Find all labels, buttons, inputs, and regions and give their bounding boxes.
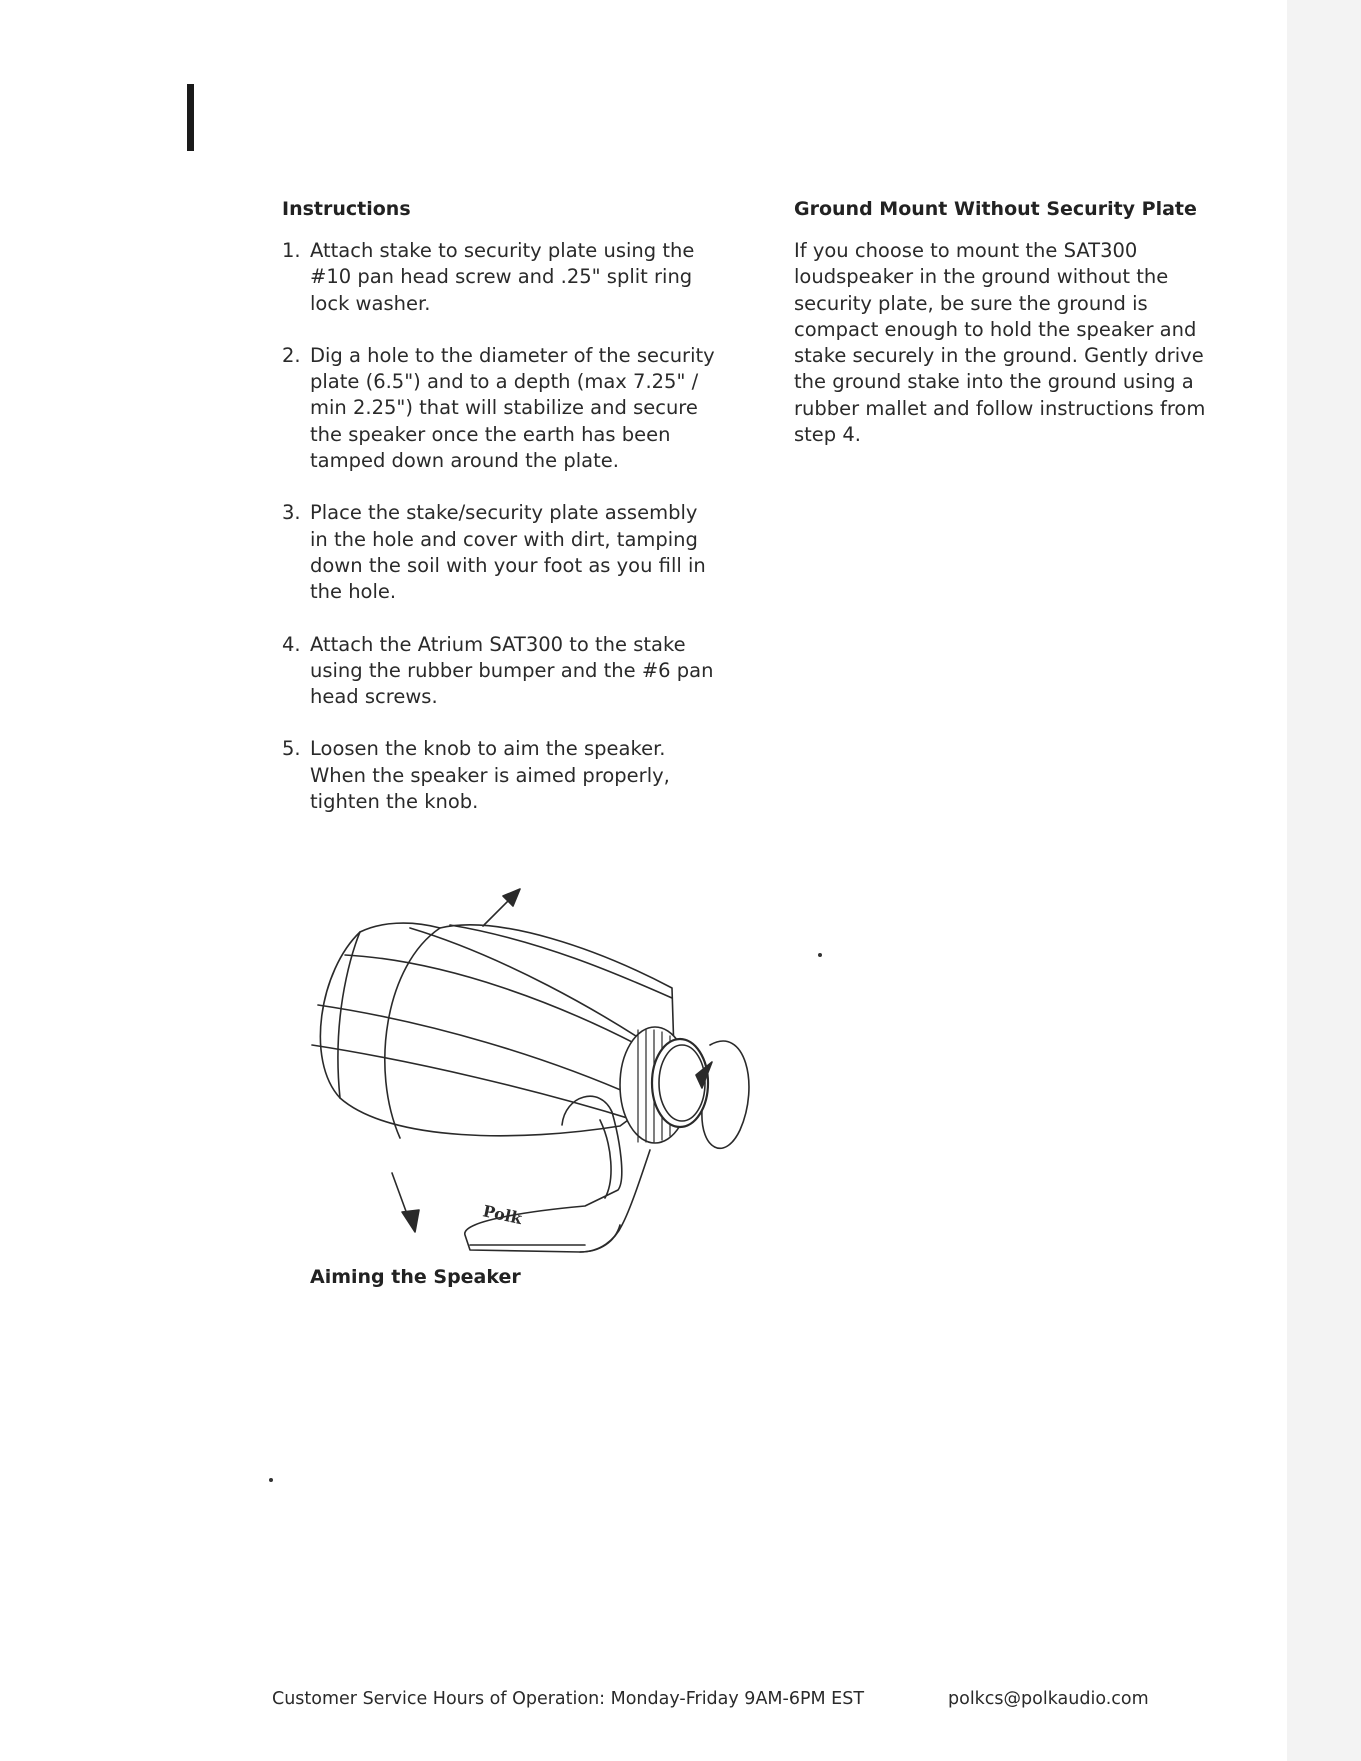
- figure-caption: Aiming the Speaker: [310, 1266, 521, 1288]
- instructions-list: [282, 238, 762, 841]
- down-arrow-icon: [392, 1173, 419, 1232]
- step-text-line: head screws.: [310, 685, 438, 709]
- ground-mount-paragraph: [794, 238, 1264, 448]
- scan-edge-shadow: [1287, 0, 1361, 1761]
- step-text-line: using the rubber bumper and the #6 pan: [310, 658, 714, 682]
- speaker-aiming-illustration: [300, 880, 760, 1260]
- step-text-line: tighten the knob.: [310, 790, 479, 814]
- step-text-line: Dig a hole to the diameter of the security: [310, 343, 715, 367]
- paragraph-line: rubber mallet and follow instructions from: [794, 396, 1206, 420]
- paragraph-line: the ground stake into the ground using a: [794, 370, 1194, 394]
- step-text-line: Attach stake to security plate using the: [310, 239, 695, 262]
- knob: [620, 1027, 708, 1143]
- instruction-step: [282, 632, 762, 711]
- step-number: 1.: [282, 239, 301, 262]
- instruction-step: [282, 736, 762, 815]
- paragraph-line: security plate, be sure the ground is: [794, 291, 1148, 315]
- mounting-bracket: [465, 1096, 650, 1252]
- polk-logo: Polk: [481, 1201, 524, 1229]
- paragraph-line: If you choose to mount the SAT300: [794, 239, 1138, 262]
- instruction-step: [282, 238, 762, 317]
- step-number: 3.: [282, 501, 301, 525]
- instruction-step: [282, 343, 762, 474]
- step-text-line: Place the stake/security plate assembly: [310, 501, 698, 525]
- paragraph-line: step 4.: [794, 423, 861, 447]
- paragraph-line: compact enough to hold the speaker and: [794, 317, 1197, 341]
- step-number: 5.: [282, 737, 301, 761]
- margin-mark: [187, 84, 194, 151]
- step-text-line: down the soil with your foot as you fill in: [310, 553, 706, 577]
- step-text-line: tamped down around the plate.: [310, 449, 619, 473]
- step-text-line: plate (6.5") and to a depth (max 7.25" /: [310, 370, 699, 394]
- up-arrow-icon: [483, 889, 520, 926]
- step-text-line: Loosen the knob to aim the speaker.: [310, 737, 666, 761]
- paragraph-line: stake securely in the ground. Gently drive: [794, 344, 1204, 368]
- step-text-line: in the hole and cover with dirt, tamping: [310, 527, 698, 551]
- step-number: 2.: [282, 343, 301, 367]
- step-number: 4.: [282, 632, 301, 656]
- step-text-line: #10 pan head screw and .25" split ring: [310, 265, 693, 289]
- speaker-body: [312, 923, 675, 1138]
- step-text-line: the speaker once the earth has been: [310, 422, 671, 446]
- instructions-heading: Instructions: [282, 198, 411, 220]
- scan-speck: [269, 1478, 273, 1482]
- scan-speck: [818, 953, 822, 957]
- paragraph-line: loudspeaker in the ground without the: [794, 265, 1169, 289]
- step-text-line: Attach the Atrium SAT300 to the stake: [310, 632, 686, 656]
- footer-hours: Customer Service Hours of Operation: Monday-Friday 9AM-6PM EST: [272, 1689, 865, 1709]
- step-text-line: the hole.: [310, 580, 397, 604]
- step-text-line: lock washer.: [310, 291, 431, 315]
- step-text-line: When the speaker is aimed properly,: [310, 763, 670, 787]
- step-text-line: min 2.25") that will stabilize and secure: [310, 396, 698, 420]
- instruction-step: [282, 500, 762, 605]
- footer-email[interactable]: polkcs@polkaudio.com: [948, 1689, 1149, 1709]
- ground-mount-heading: Ground Mount Without Security Plate: [794, 198, 1197, 220]
